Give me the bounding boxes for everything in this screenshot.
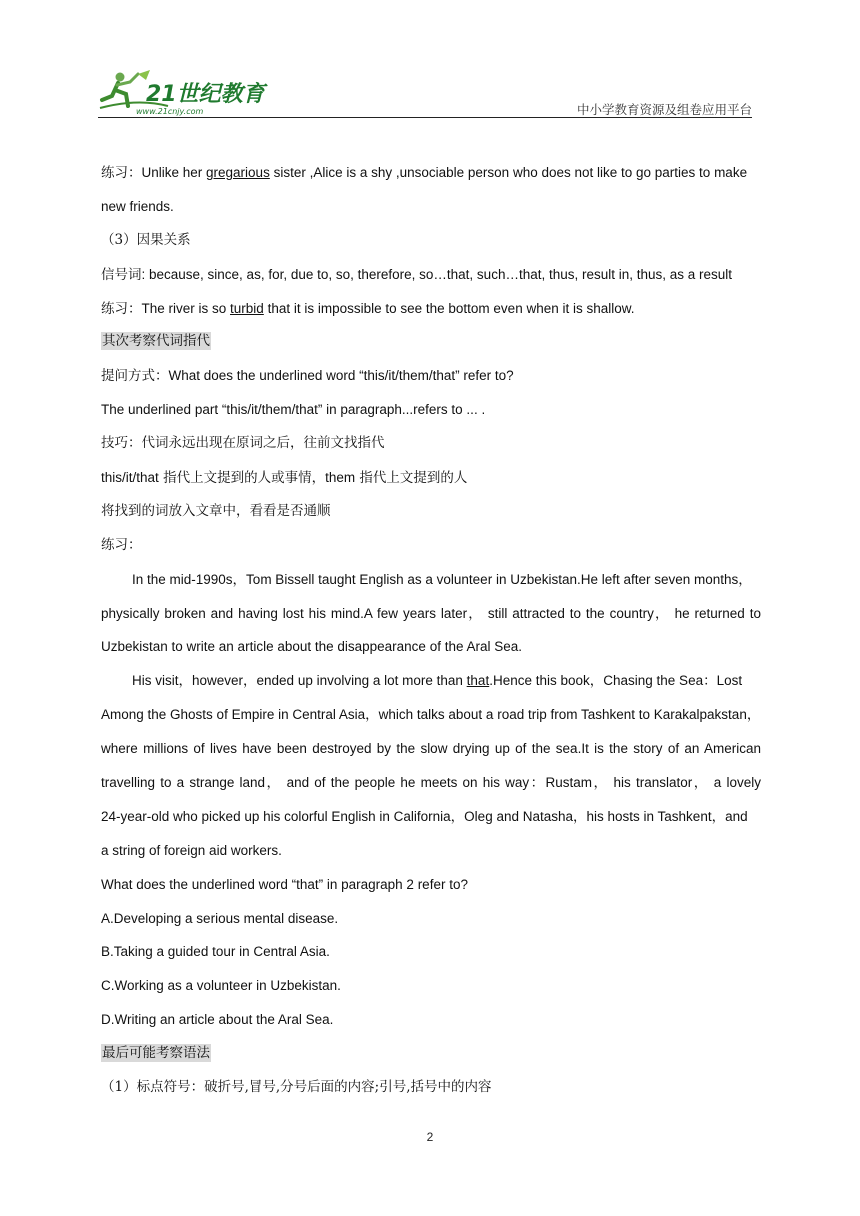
reference-rule-line: this/it/that 指代上文提到的人或事情，them 指代上文提到的人 <box>101 470 468 487</box>
question-format-line-2: The underlined part “this/it/them/that” in paragraph...refers to ... . <box>101 402 486 418</box>
passage-p1-line-3: Uzbekistan to write an article about the disappearance of the Aral Sea. <box>101 639 523 655</box>
punctuation-item: （1）标点符号：破折号,冒号,分号后面的内容;引号,括号中的内容 <box>101 1079 492 1096</box>
passage-p2-line-3: where millions of lives have been destroyed by the slow drying up of the sea.It is the story of an American <box>101 741 761 757</box>
practice-line-1-cont: new friends. <box>101 198 174 214</box>
svg-text:21世纪教育: 21世纪教育 <box>146 82 265 107</box>
header-divider <box>98 117 752 118</box>
page-header <box>98 66 752 118</box>
passage-p1-line-1: In the mid-1990s，Tom Bissell taught English as a volunteer in Uzbekistan.He left after seven months， <box>132 571 752 587</box>
passage-p2-line-5: 24-year-old who picked up his colorful English in California，Oleg and Natasha，his hosts in Tashkent，and <box>101 808 748 824</box>
practice-line-2: 练习：The river is so turbid that it is impossible to see the bottom even when it is shallow. <box>101 300 635 317</box>
signal-words-line: 信号词: because, since, as, for, due to, so, therefore, so…that, such…that, thus, result in, thus, as a result <box>101 266 733 283</box>
option-d: D.Writing an article about the Aral Sea. <box>101 1012 334 1028</box>
passage-p1-line-2: physically broken and having lost his mind.A few years later， still attracted to the country， he returned to <box>101 605 761 621</box>
passage-p2-line-2: Among the Ghosts of Empire in Central Asia，which talks about a road trip from Tashkent to Karakalpakstan， <box>101 707 761 723</box>
option-c: C.Working as a volunteer in Uzbekistan. <box>101 978 341 994</box>
passage-p2-line-4: travelling to a strange land， and of the people he meets on his way：Rustam， his translator， a lovely <box>101 775 761 791</box>
passage-p2-line-6: a string of foreign aid workers. <box>101 842 282 858</box>
underlined-word-turbid: turbid <box>230 300 264 316</box>
heading-grammar: 最后可能考察语法 <box>102 1045 210 1062</box>
section-cause-effect: （3）因果关系 <box>101 231 191 248</box>
passage-p2-line-1: His visit，however，ended up involving a lot more than that.Hence this book，Chasing the Sea：Lost <box>132 673 743 689</box>
document-body <box>101 156 761 1105</box>
platform-name: 中小学教育资源及组卷应用平台 <box>576 102 752 117</box>
question-format-line: 提问方式：What does the underlined word “this/it/them/that” refer to? <box>101 368 514 385</box>
option-b: B.Taking a guided tour in Central Asia. <box>101 944 330 960</box>
page-number: 2 <box>426 1130 434 1144</box>
practice-line-1: 练习：Unlike her gregarious sister ,Alice is a shy ,unsociable person who does not like to go parties to make <box>101 165 748 181</box>
underlined-word-that: that <box>466 673 490 689</box>
tip-line: 技巧：代词永远出现在原词之后，往前文找指代 <box>101 435 385 452</box>
check-tip-line: 将找到的词放入文章中，看看是否通顺 <box>101 502 331 519</box>
option-a: A.Developing a serious mental disease. <box>101 910 339 926</box>
question-stem: What does the underlined word “that” in paragraph 2 refer to? <box>101 876 468 892</box>
underlined-word-gregarious: gregarious <box>206 165 270 180</box>
logo-21cnjy <box>98 68 268 118</box>
svg-text:www.21cnjy.com: www.21cnjy.com <box>136 107 204 116</box>
practice-label: 练习： <box>101 536 142 553</box>
heading-pronoun-reference: 其次考察代词指代 <box>102 333 210 350</box>
